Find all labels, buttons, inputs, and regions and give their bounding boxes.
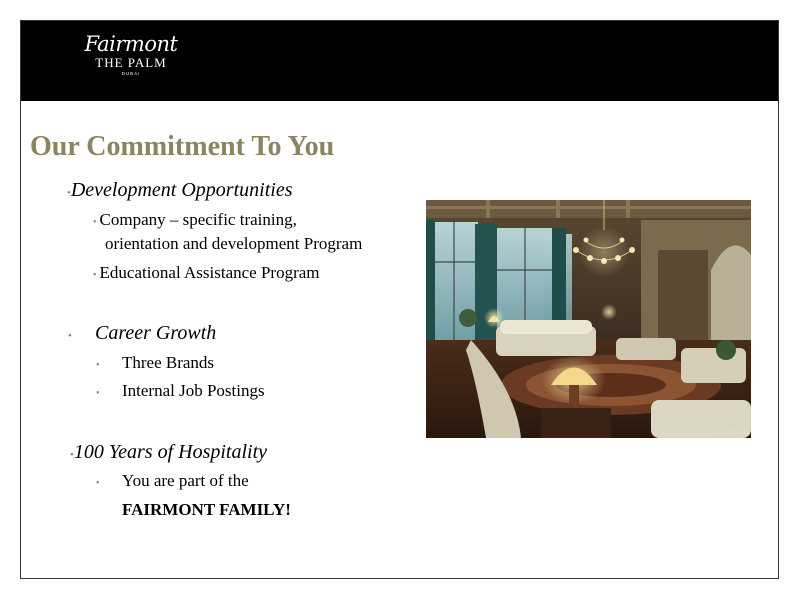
bullet-point: •: [93, 270, 97, 281]
bullet-point: •: [68, 330, 72, 342]
bullet-point: •: [70, 449, 74, 461]
bullet-100-years: [70, 441, 267, 464]
bullet-career-growth: [68, 322, 216, 345]
fairmont-family-text: [122, 500, 291, 520]
fairmont-logo: [79, 33, 183, 76]
logo-city-text: DUBAI: [121, 71, 141, 76]
list-item: Internal Job Postings: [122, 381, 265, 400]
section-heading: Development Opportunities: [70, 179, 293, 201]
logo-name-text: THE PALM: [95, 55, 167, 70]
sub-bullet-internal-job-postings: [96, 381, 265, 401]
slide: [20, 20, 779, 579]
sub-bullet-part-of-family: [96, 471, 249, 491]
logo-script-text: Fairmont: [84, 32, 178, 56]
bullet-development-opportunities: [67, 179, 292, 202]
list-item: Company – specific training,: [99, 210, 297, 229]
lobby-illustration: [426, 200, 751, 438]
sub-bullet-training-cont: [105, 234, 362, 254]
bullet-point: •: [93, 217, 97, 228]
list-item: Educational Assistance Program: [99, 263, 320, 282]
sub-bullet-training: [93, 210, 297, 230]
list-item: Three Brands: [122, 353, 215, 372]
bullet-point: •: [67, 187, 71, 199]
sub-bullet-educational-assistance: [93, 263, 320, 283]
section-heading: 100 Years of Hospitality: [73, 441, 268, 463]
list-item: FAIRMONT FAMILY!: [122, 500, 291, 519]
bullet-point: •: [96, 478, 100, 489]
slide-title: Our Commitment To You: [30, 131, 335, 162]
photo-credit: bluetoome.cc: [712, 430, 748, 436]
bullet-point: •: [96, 360, 100, 371]
bullet-point: •: [96, 388, 100, 399]
lobby-photo: [426, 200, 751, 438]
list-item: You are part of the: [122, 471, 249, 490]
header-bar: [21, 21, 778, 101]
list-item: orientation and development Program: [105, 234, 363, 253]
section-heading: Career Growth: [95, 322, 217, 344]
sub-bullet-three-brands: [96, 353, 214, 373]
